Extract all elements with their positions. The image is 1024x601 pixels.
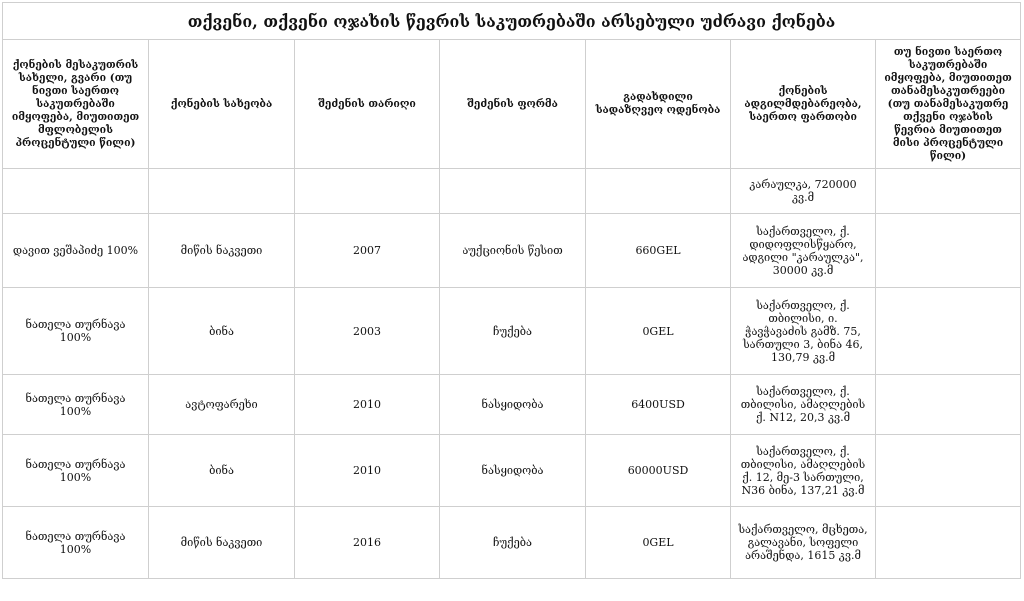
- property-table: [2, 2, 1021, 579]
- cell-acquisition-form: ჩუქება: [440, 507, 586, 579]
- title-row: [3, 3, 1021, 40]
- table-row: [3, 507, 1021, 579]
- cell-acquisition-date: 2007: [295, 214, 440, 288]
- cell-location-area: საქართველო, ქ. თბილისი, ი. ჭავჭავაძის გამზ. 75, სართული 3, ბინა 46, 130,79 კვ.მ: [731, 288, 876, 375]
- cell-acquisition-date: 2010: [295, 435, 440, 507]
- cell-location-area: საქართველო, ქ. თბილისი, ამაღლების ქ. 12, მე-3 სართული, N36 ბინა, 137,21 კვ.მ: [731, 435, 876, 507]
- cell-owner: ნათელა თურნავა 100%: [3, 288, 149, 375]
- cell-co-owners: [876, 169, 1021, 214]
- cell-amount-paid: 0GEL: [586, 288, 731, 375]
- cell-acquisition-date: 2010: [295, 375, 440, 435]
- cell-location-area: კარაულკა, 720000 კვ.მ: [731, 169, 876, 214]
- cell-acquisition-form: ნასყიდობა: [440, 435, 586, 507]
- cell-co-owners: [876, 288, 1021, 375]
- cell-acquisition-form: [440, 169, 586, 214]
- header-acquisition-date: შეძენის თარიღი: [295, 40, 440, 169]
- cell-property-type: ავტოფარეხი: [149, 375, 295, 435]
- cell-acquisition-date: 2003: [295, 288, 440, 375]
- cell-co-owners: [876, 507, 1021, 579]
- cell-location-area: საქართველო, ქ. დიდოფლისწყარო, ადგილი "კარაულკა", 30000 კვ.მ: [731, 214, 876, 288]
- cell-owner: [3, 169, 149, 214]
- header-co-owners: თუ ნივთი საერთო საკუთრებაში იმყოფება, მიუთითეთ თანამესაკუთრეები (თუ თანამესაკუთრე თქვენი ოჯახის წევრია მიუთითეთ მისი პროცენტული წილი): [876, 40, 1021, 169]
- cell-acquisition-form: ნასყიდობა: [440, 375, 586, 435]
- table-row: [3, 288, 1021, 375]
- cell-location-area: საქართველო, მცხეთა, გალავანი, სოფელი არაშენდა, 1615 კვ.მ: [731, 507, 876, 579]
- cell-acquisition-date: 2016: [295, 507, 440, 579]
- cell-acquisition-form: აუქციონის წესით: [440, 214, 586, 288]
- cell-location-area: საქართველო, ქ. თბილისი, ამაღლების ქ. N12, 20,3 კვ.მ: [731, 375, 876, 435]
- cell-acquisition-form: ჩუქება: [440, 288, 586, 375]
- header-acquisition-form: შეძენის ფორმა: [440, 40, 586, 169]
- table-row: [3, 169, 1021, 214]
- cell-amount-paid: 60000USD: [586, 435, 731, 507]
- table-title: თქვენი, თქვენი ოჯახის წევრის საკუთრებაში არსებული უძრავი ქონება: [3, 3, 1021, 40]
- property-table-wrapper: [2, 2, 1020, 579]
- cell-owner: ნათელა თურნავა 100%: [3, 507, 149, 579]
- table-row: [3, 214, 1021, 288]
- header-location-area: ქონების ადგილმდებარეობა, საერთო ფართობი: [731, 40, 876, 169]
- cell-owner: დავით ვეშაპიძე 100%: [3, 214, 149, 288]
- header-owner: ქონების მესაკუთრის სახელი, გვარი (თუ ნივთი საერთო საკუთრებაში იმყოფება, მიუთითეთ მფლობელის პროცენტული წილი): [3, 40, 149, 169]
- cell-property-type: ბინა: [149, 288, 295, 375]
- cell-property-type: მიწის ნაკვეთი: [149, 214, 295, 288]
- cell-amount-paid: 660GEL: [586, 214, 731, 288]
- header-row: [3, 40, 1021, 169]
- cell-property-type: მიწის ნაკვეთი: [149, 507, 295, 579]
- cell-amount-paid: [586, 169, 731, 214]
- cell-co-owners: [876, 375, 1021, 435]
- table-row: [3, 435, 1021, 507]
- cell-property-type: [149, 169, 295, 214]
- cell-acquisition-date: [295, 169, 440, 214]
- cell-property-type: ბინა: [149, 435, 295, 507]
- cell-amount-paid: 0GEL: [586, 507, 731, 579]
- table-row: [3, 375, 1021, 435]
- cell-amount-paid: 6400USD: [586, 375, 731, 435]
- header-amount-paid: გადახდილი სადაზღვეო ოდენობა: [586, 40, 731, 169]
- cell-owner: ნათელა თურნავა 100%: [3, 375, 149, 435]
- cell-owner: ნათელა თურნავა 100%: [3, 435, 149, 507]
- cell-co-owners: [876, 435, 1021, 507]
- cell-co-owners: [876, 214, 1021, 288]
- header-property-type: ქონების სახეობა: [149, 40, 295, 169]
